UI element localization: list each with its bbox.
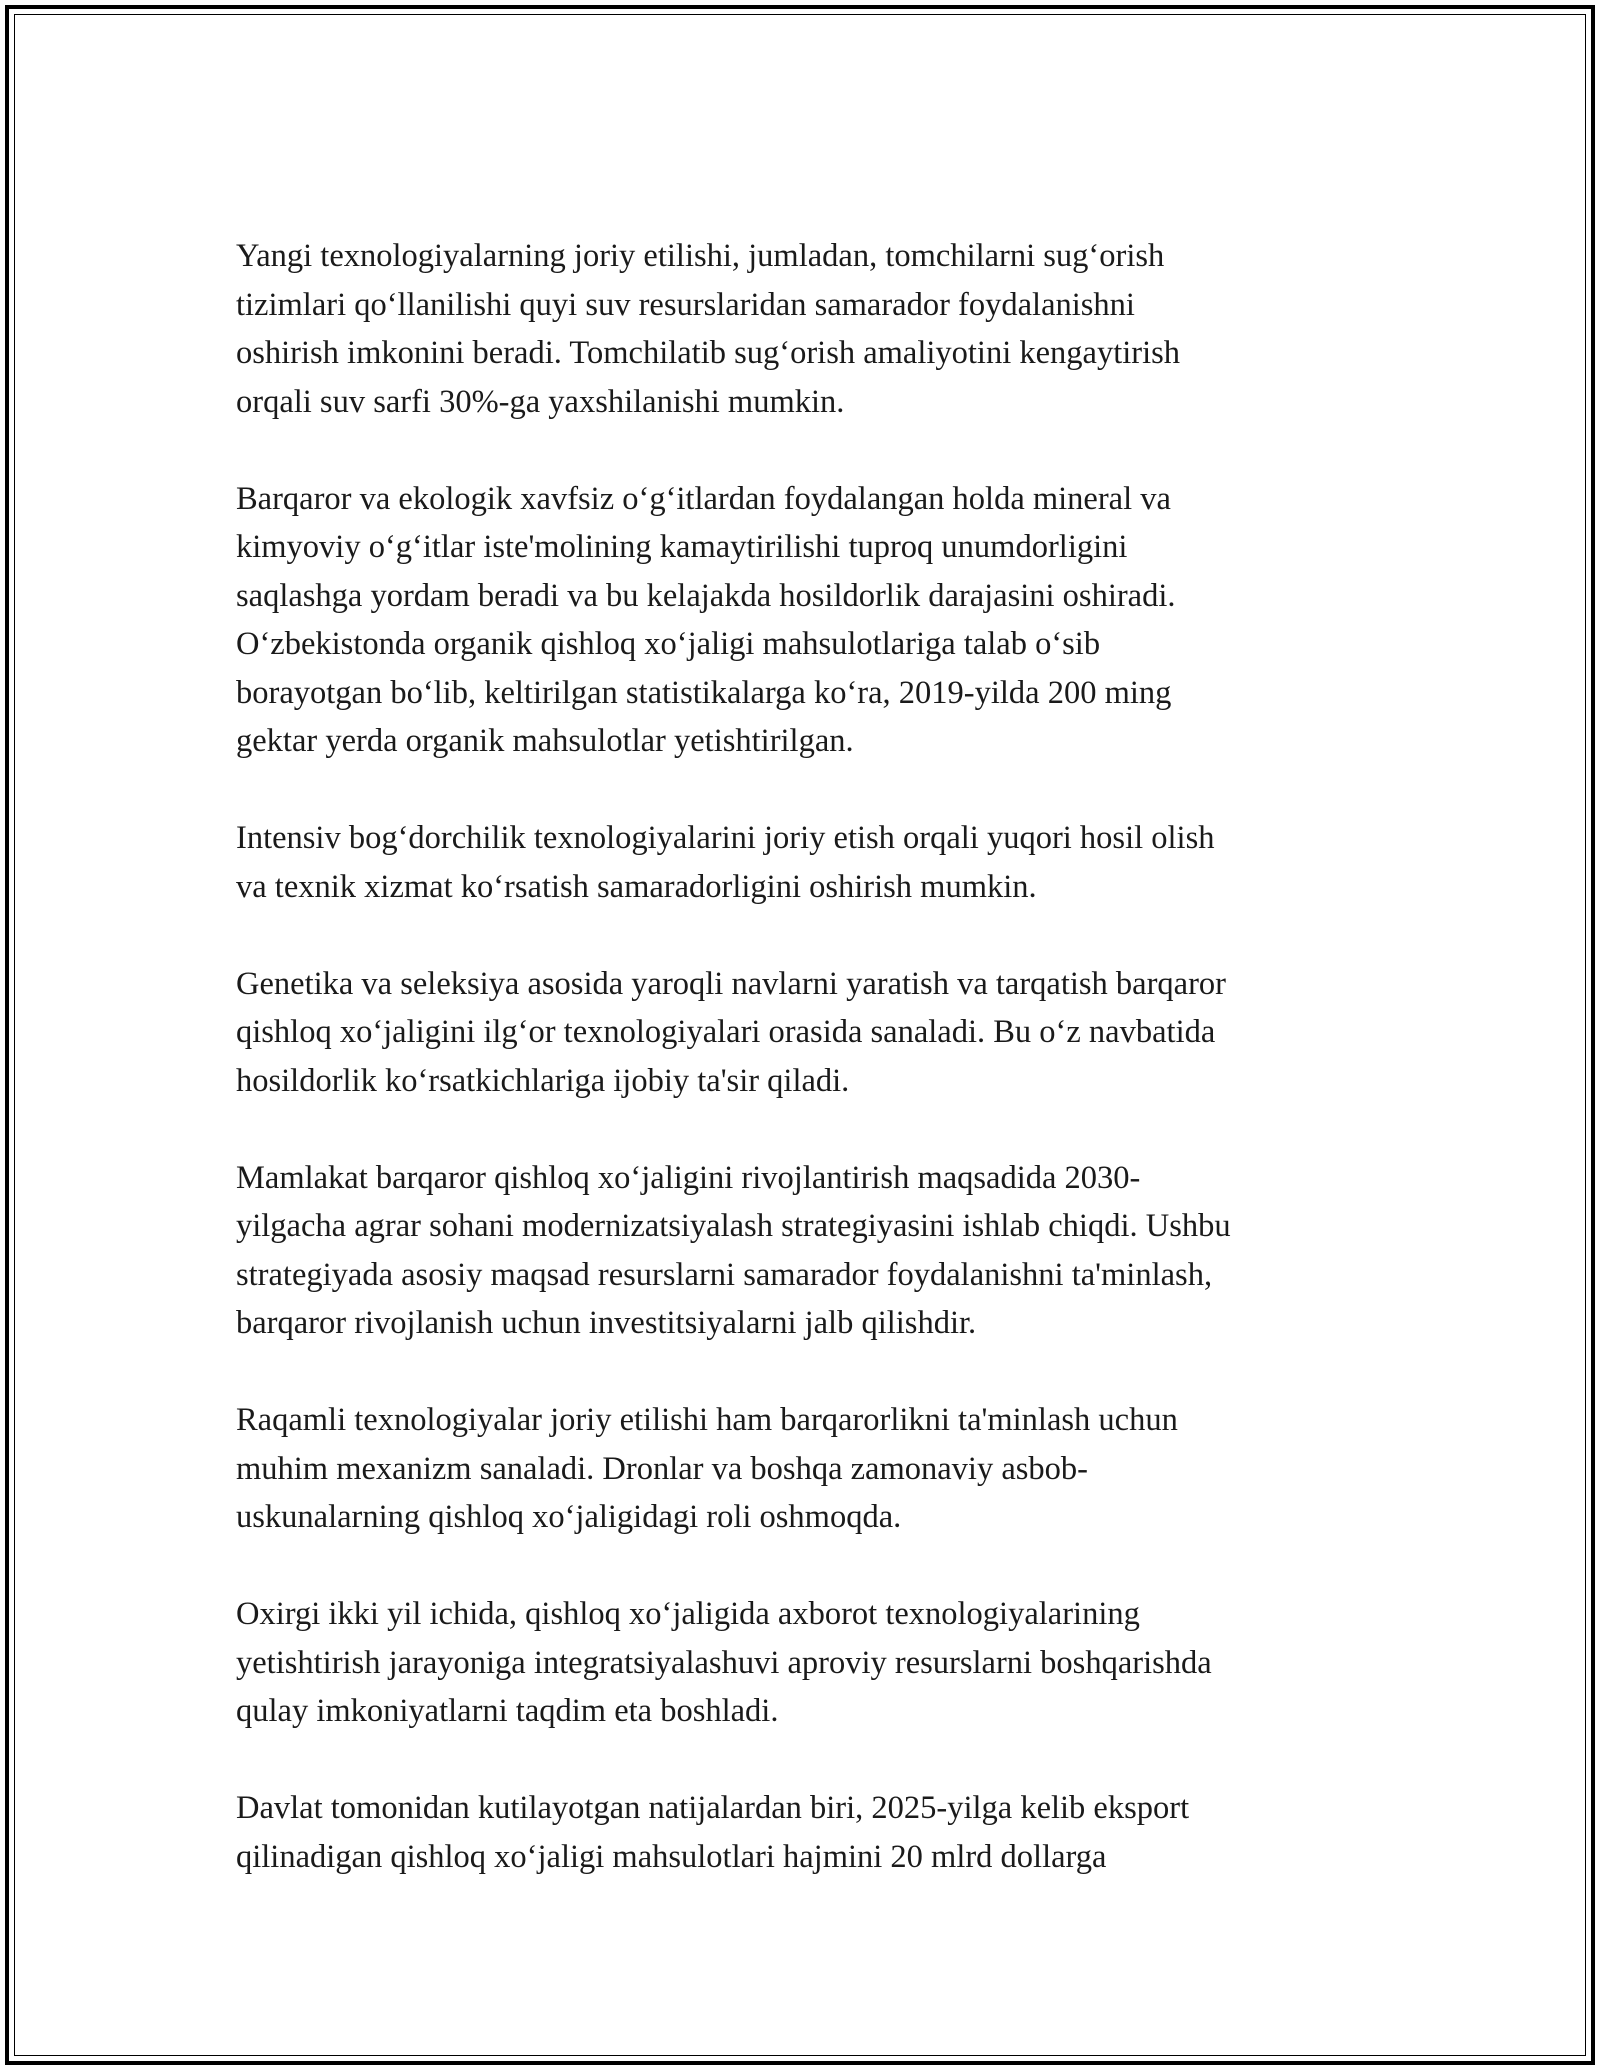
paragraph-drip-irrigation (236, 232, 1376, 426)
text-line: saqlashga yordam beradi va bu kelajakda hosildorlik darajasini oshiradi. (236, 577, 1176, 614)
text-line: barqaror rivojlanish uchun investitsiyalarni jalb qilishdir. (236, 1305, 977, 1341)
text-line: Mamlakat barqaror qishloq xo‘jaligini rivojlantirish maqsadida 2030- (236, 1159, 1141, 1196)
text-line: O‘zbekistonda organik qishloq xo‘jaligi mahsulotlariga talab o‘sib (236, 626, 1101, 662)
text-line: oshirish imkonini beradi. Tomchilatib sug‘orish amaliyotini kengaytirish (236, 335, 1181, 371)
text-line: qilinadigan qishloq xo‘jaligi mahsulotlari hajmini 20 mlrd dollarga (236, 1838, 1107, 1875)
text-line: muhim mexanizm sanaladi. Dronlar va boshqa zamonaviy asbob- (236, 1450, 1088, 1487)
text-line: yilgacha agrar sohani modernizatsiyalash strategiyasini ishlab chiqdi. Ushbu (236, 1208, 1231, 1244)
text-line: kimyoviy o‘g‘itlar iste'molining kamaytirilishi tuproq unumdorligini (236, 529, 1128, 565)
text-line: orqali suv sarfi 30%-ga yaxshilanishi mumkin. (236, 383, 845, 420)
text-line: qulay imkoniyatlarni taqdim eta boshladi. (236, 1693, 779, 1729)
text-line: hosildorlik ko‘rsatkichlariga ijobiy ta'sir qiladi. (236, 1062, 850, 1099)
paragraph-genetics (236, 960, 1376, 1106)
paragraph-digital-tech (236, 1396, 1376, 1542)
text-line: uskunalarning qishloq xo‘jaligidagi roli oshmoqda. (236, 1499, 902, 1535)
text-line: tizimlari qo‘llanilishi quyi suv resurslaridan samarador foydalanishni (236, 286, 1135, 323)
text-line: Yangi texnologiyalarning joriy etilishi, jumladan, tomchilarni sug‘orish (236, 238, 1165, 274)
document-body (236, 232, 1376, 1930)
text-line: borayotgan bo‘lib, keltirilgan statistikalarga ko‘ra, 2019-yilda 200 ming (236, 674, 1172, 711)
text-line: qishloq xo‘jaligini ilg‘or texnologiyalari orasida sanaladi. Bu o‘z navbatida (236, 1014, 1216, 1050)
paragraph-strategy (236, 1154, 1376, 1348)
paragraph-horticulture (236, 814, 1376, 911)
text-line: Genetika va seleksiya asosida yaroqli navlarni yaratish va tarqatish barqaror (236, 965, 1226, 1002)
paragraph-fertilizers (236, 475, 1376, 766)
text-line: Davlat tomonidan kutilayotgan natijalardan biri, 2025-yilga kelib eksport (236, 1790, 1190, 1826)
text-line: strategiyada asosiy maqsad resurslarni samarador foydalanishni ta'minlash, (236, 1256, 1213, 1293)
text-line: gektar yerda organik mahsulotlar yetishtirilgan. (236, 723, 854, 759)
text-line: Barqaror va ekologik xavfsiz o‘g‘itlardan foydalangan holda mineral va (236, 480, 1171, 517)
text-line: va texnik xizmat ko‘rsatish samaradorligini oshirish mumkin. (236, 868, 1037, 905)
text-line: yetishtirish jarayoniga integratsiyalashuvi aproviy resurslarni boshqarishda (236, 1644, 1212, 1681)
text-line: Raqamli texnologiyalar joriy etilishi ham barqarorlikni ta'minlash uchun (236, 1402, 1178, 1438)
paragraph-information-tech (236, 1590, 1376, 1736)
paragraph-export-goal (236, 1784, 1376, 1881)
text-line: Oxirgi ikki yil ichida, qishloq xo‘jaligida axborot texnologiyalarining (236, 1596, 1140, 1632)
text-line: Intensiv bog‘dorchilik texnologiyalarini joriy etish orqali yuqori hosil olish (236, 820, 1215, 856)
